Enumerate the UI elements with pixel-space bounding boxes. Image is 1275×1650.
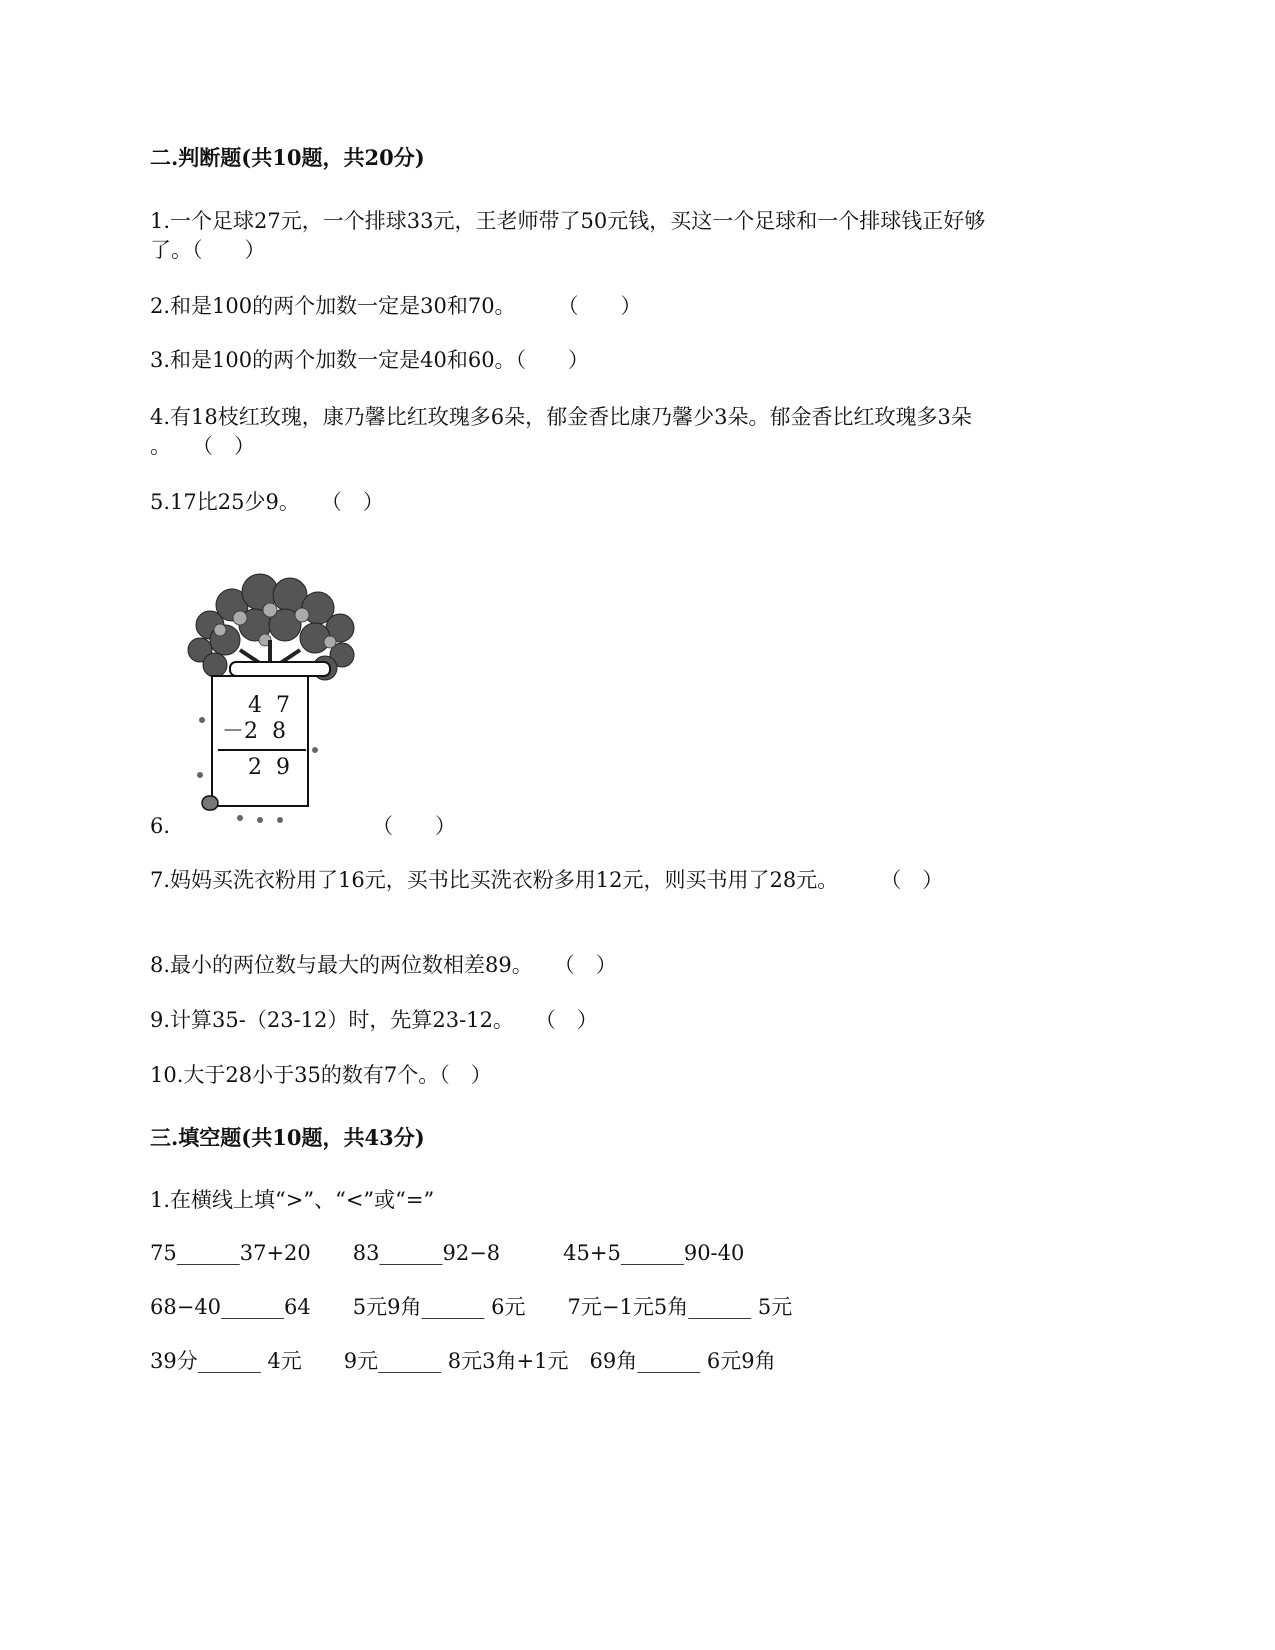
question-2: 2.和是100的两个加数一定是30和70。 （ ） — [150, 294, 642, 318]
question-4-line-1: 4.有18枝红玫瑰，康乃馨比红玫瑰多6朵，郁金香比康乃馨少3朵。郁金香比红玫瑰多3朵 — [150, 405, 972, 429]
question-1-line-1: 1.一个足球27元，一个排球33元，王老师带了50元钱，买这一个足球和一个排球钱正好够 — [150, 209, 986, 233]
section-heading-judgment: 二.判断题(共10题，共20分) — [150, 145, 425, 170]
fill-question-1-intro: 1.在横线上填“>”、“<”或“=” — [150, 1188, 435, 1212]
question-5: 5.17比25少9。 （ ） — [150, 490, 384, 514]
question-10: 10.大于28小于35的数有7个。（ ） — [150, 1063, 492, 1087]
question-1-line-2: 了。（ ） — [150, 238, 266, 262]
fill-row-3: 39分______ 4元 9元______ 8元3角+1元 69角______ 6元9角 — [150, 1349, 776, 1373]
question-7: 7.妈妈买洗衣粉用了16元，买书比买洗衣粉多用12元，则买书用了28元。 （ ） — [150, 868, 944, 892]
question-3: 3.和是100的两个加数一定是40和60。（ ） — [150, 348, 590, 372]
question-4-line-2: 。 （ ） — [150, 434, 255, 458]
tree-scroll-illustration — [170, 570, 370, 850]
fill-row-2: 68−40______64 5元9角______ 6元 7元−1元5角______ 5元 — [150, 1295, 793, 1319]
subtraction-row-1: 4 7 — [248, 693, 290, 718]
question-9: 9.计算35-（23-12）时，先算23-12。 （ ） — [150, 1008, 598, 1032]
subtraction-row-3: 2 9 — [248, 755, 290, 780]
section-heading-fill-in: 三.填空题(共10题，共43分) — [150, 1125, 425, 1150]
question-8: 8.最小的两位数与最大的两位数相差89。 （ ） — [150, 953, 617, 977]
question-6-answer-paren: （ ） — [372, 814, 456, 838]
subtraction-row-2: －2 8 — [222, 719, 286, 744]
question-6-label: 6. — [150, 814, 171, 838]
fill-row-1: 75______37+20 83______92−8 45+5______90-40 — [150, 1241, 745, 1265]
